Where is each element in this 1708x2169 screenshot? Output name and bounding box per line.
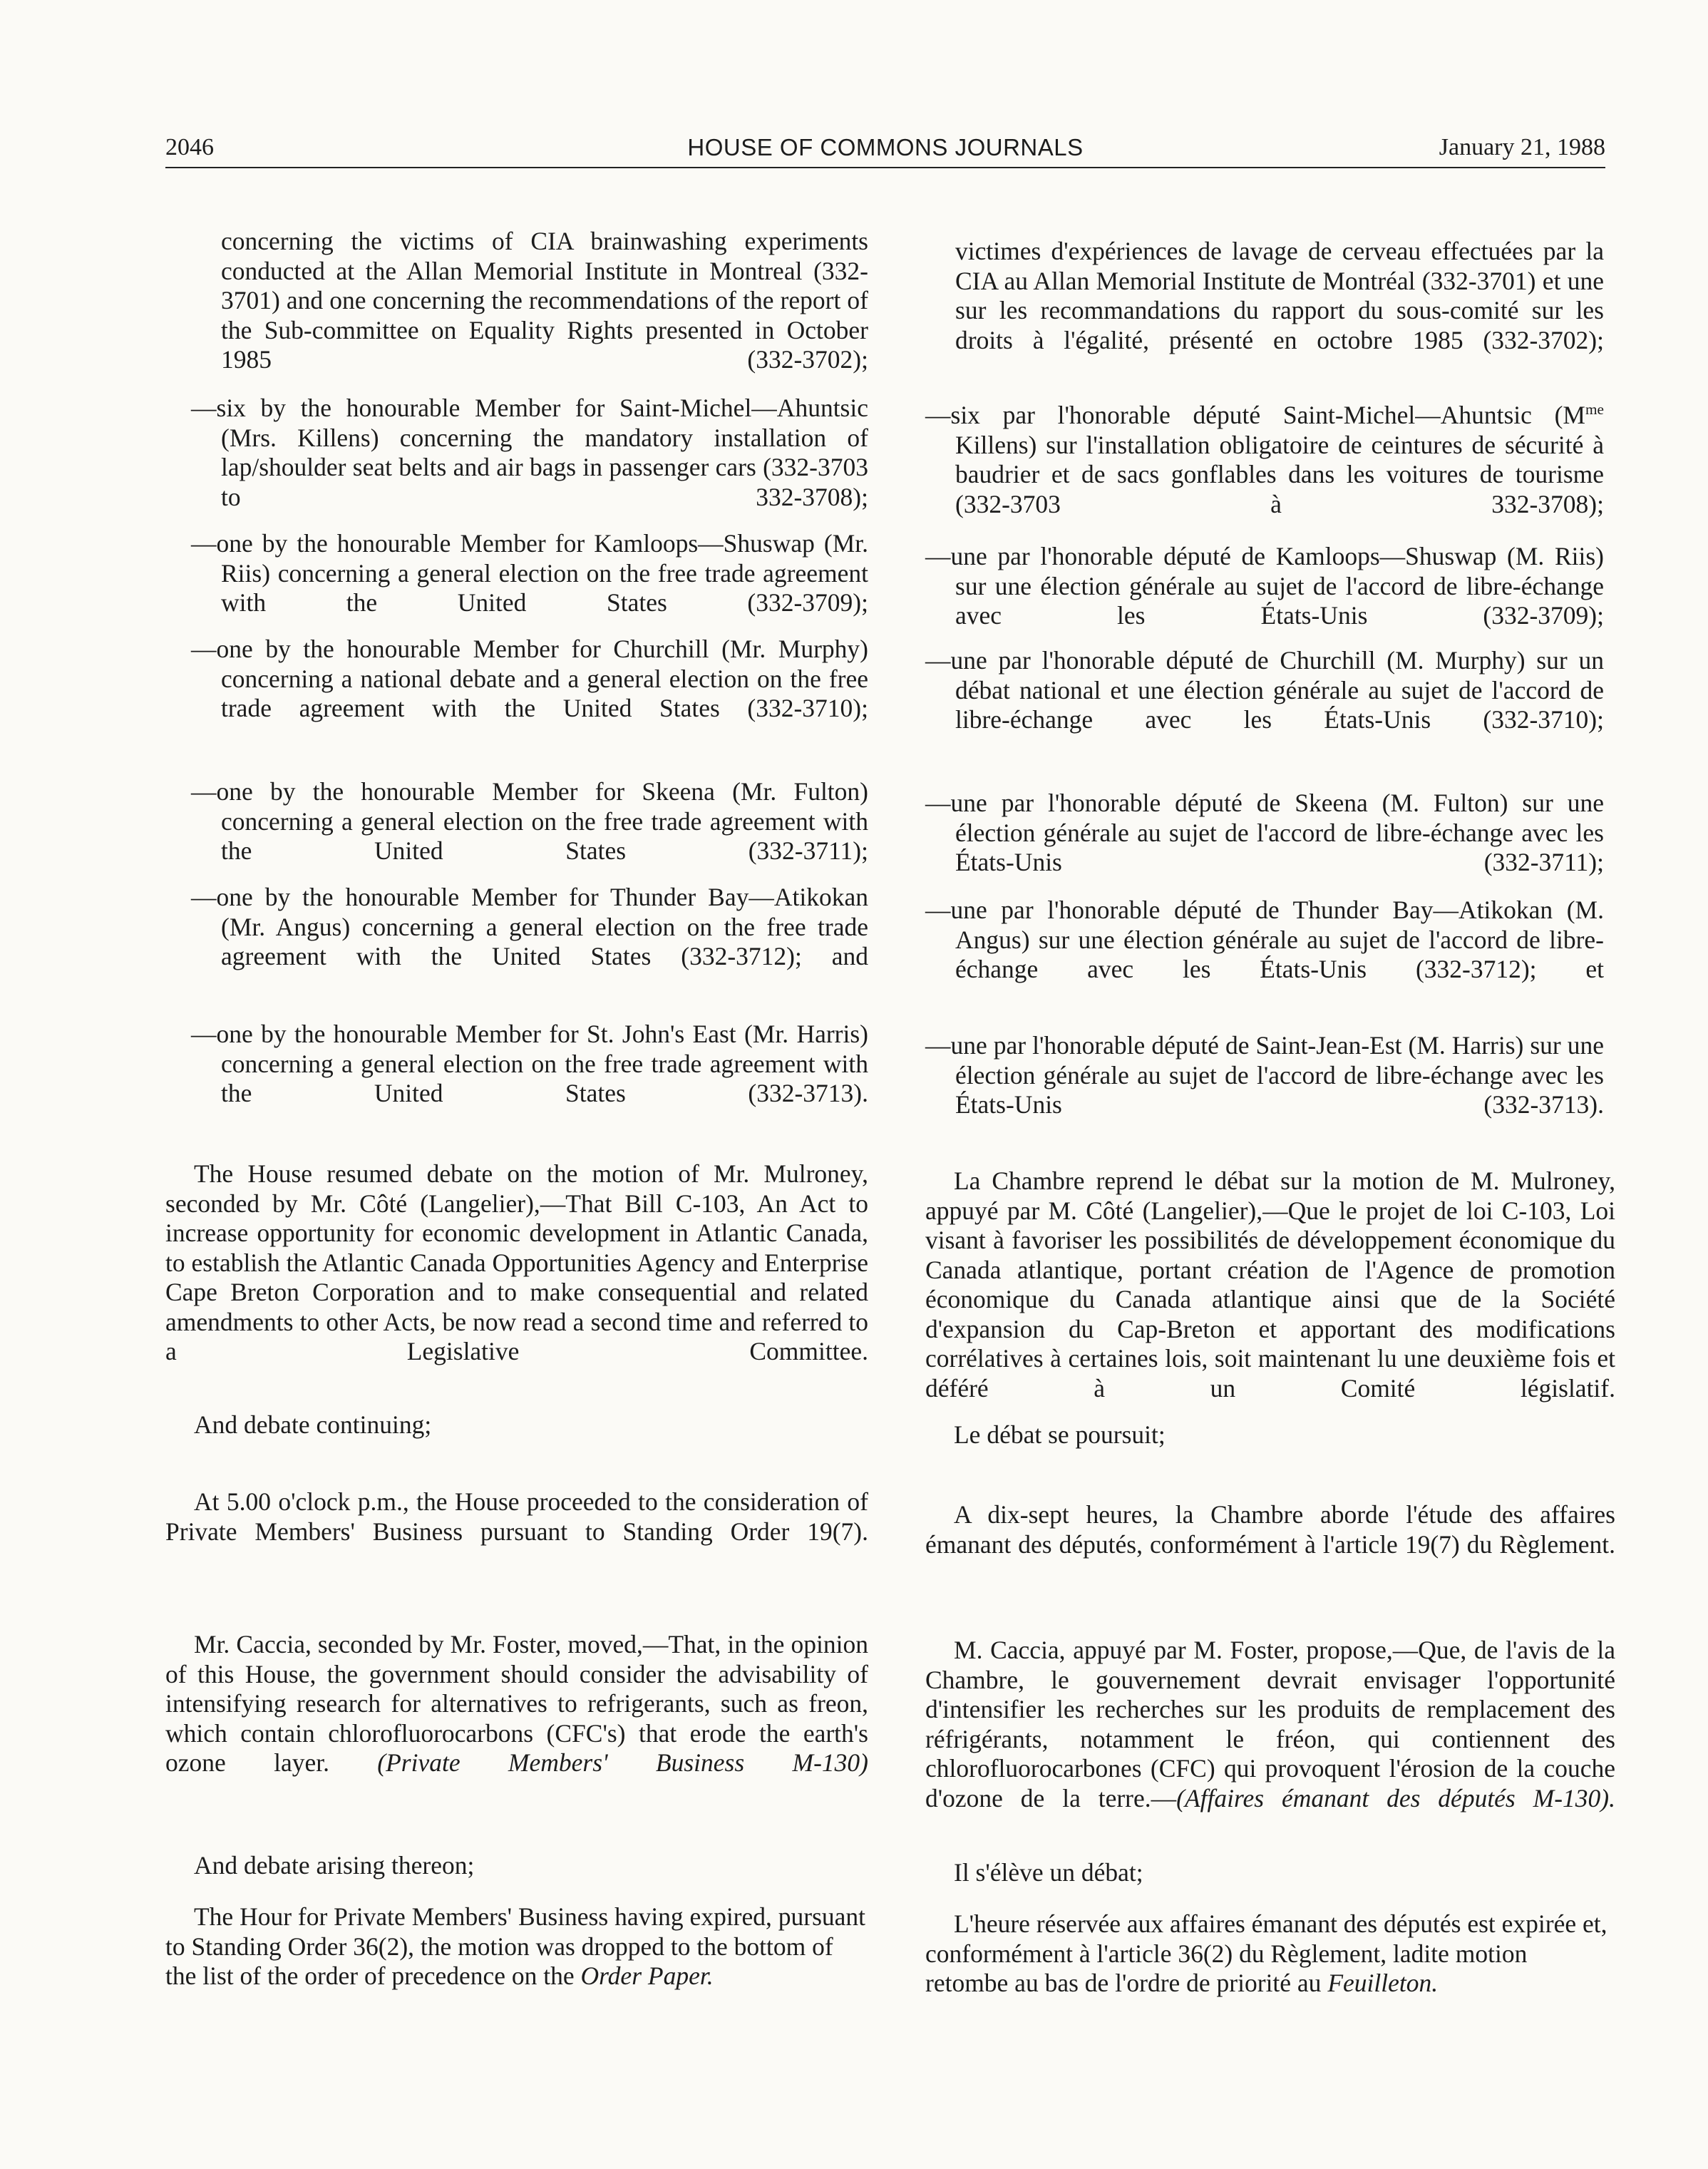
en-hour-text: The Hour for Private Members' Business having expired, pursuant to Standing Order 36(2), the motion was dropped to the bottom of the list of the order of precedence on the <box>165 1902 866 1990</box>
fr-petition-1b: Killens) sur l'installation obligatoire de ceintures de sécurité à baudrier et de sacs gonflables dans les voitures de tourisme (332-3703 à 332-3708); <box>955 430 1604 518</box>
fr-caccia-text: M. Caccia, appuyé par M. Foster, propose,—Que, de l'avis de la Chambre, le gouvernement devrait envisager l'opportunité d'intensifier les recherches sur les produits de remplacement des réfrigérants, notamment le fréon, qui contiennent des chlorofluorocarbones (CFC) qui provoquent l'érosion de la couche d'ozone de la terre.— <box>925 1636 1615 1812</box>
en-order-paper: Order Paper. <box>580 1962 714 1990</box>
fr-petition-1 <box>925 401 1604 549</box>
en-resumed-debate: The House resumed debate on the motion of Mr. Mulroney, seconded by Mr. Côté (Langelier),—That Bill C-103, An Act to increase opportunity for economic development in Atlantic Canada, to establish the Atlantic Canada Opportunities Agency and Enterprise Cape Breton Corporation and to make consequential and related amendments to other Acts, be now read a second time and referred to a Legislative Committee. <box>165 1159 868 1365</box>
en-debate-arising: And debate arising thereon; <box>194 1851 475 1880</box>
fr-petition-1-sup: me <box>1585 401 1604 419</box>
fr-debate-continuing: Le débat se poursuit; <box>954 1420 1166 1449</box>
fr-resumed-debate: La Chambre reprend le débat sur la motion de M. Mulroney, appuyé par M. Côté (Langelier),—Que le projet de loi C-103, Loi visant à favoriser les possibilités de développement économique du Canada atlantique, portant création de l'Agence de promotion économique du Canada atlantique ainsi que de la Société d'expansion du Cap-Breton et apportant des modifications corrélatives à certaines lois, soit maintenant lu une deuxième fois et déféré à un Comité législatif. <box>925 1166 1615 1403</box>
en-private-members: At 5.00 o'clock p.m., the House proceeded to the consideration of Private Members' Business pursuant to Standing Order 19(7). <box>165 1487 868 1546</box>
fr-caccia-ref: (Affaires émanant des députés M-130). <box>1176 1783 1615 1812</box>
en-petition-3: —one by the honourable Member for Churchill (Mr. Murphy) concerning a national debate and a general election on the free trade agreement with the United States (332-3710); <box>191 635 868 722</box>
en-caccia-text: Mr. Caccia, seconded by Mr. Foster, moved,—That, in the opinion of this House, the government should consider the advisability of intensifying research for alternatives to refrigerants, such as freon, which contain chlorofluorocarbons (CFC's) that erode the earth's ozone layer. <box>165 1630 868 1777</box>
en-petition-1: —six by the honourable Member for Saint-Michel—Ahuntsic (Mrs. Killens) concerning the mandatory installation of lap/shoulder seat belts and air bags in passenger cars (332-3703 to 332-3708); <box>191 394 868 511</box>
journal-title: HOUSE OF COMMONS JOURNALS <box>687 134 1084 160</box>
fr-petition-1a: —six par l'honorable député Saint-Michel—Ahuntsic (M <box>925 401 1585 429</box>
en-continuation: concerning the victims of CIA brainwashing experiments conducted at the Allan Memorial Institute in Montreal (332-3701) and one concerning the recommendations of the report of the Sub-committee on Equality Rights presented in October 1985 (332-3702); <box>221 227 868 374</box>
fr-petition-4: —une par l'honorable député de Skeena (M. Fulton) sur une élection générale au sujet de l'accord de libre-échange avec les États-Unis (332-3711); <box>925 789 1604 876</box>
fr-private-members: A dix-sept heures, la Chambre aborde l'étude des affaires émanant des députés, conformément à l'article 19(7) du Règlement. <box>925 1500 1615 1559</box>
fr-continuation: victimes d'expériences de lavage de cerveau effectuées par la CIA au Allan Memorial Institute de Montréal (332-3701) et une sur les recommandations du rapport du sous-comité sur les droits à l'égalité, présenté en octobre 1985 (332-3702); <box>955 237 1604 354</box>
fr-hour-expired <box>925 1909 1615 1999</box>
en-petition-6: —one by the honourable Member for St. John's East (Mr. Harris) concerning a general election on the free trade agreement with the United States (332-3713). <box>191 1020 868 1107</box>
header-rule <box>165 167 1605 168</box>
fr-hour-text: L'heure réservée aux affaires émanant des députés est expirée et, conformément à l'article 36(2) du Règlement, ladite motion retombe au bas de l'ordre de priorité au <box>925 1909 1607 1997</box>
en-petition-5: —one by the honourable Member for Thunder Bay—Atikokan (Mr. Angus) concerning a general election on the free trade agreement with the United States (332-3712); and <box>191 883 868 970</box>
en-caccia-motion <box>165 1630 868 1808</box>
fr-petition-2: —une par l'honorable député de Kamloops—Shuswap (M. Riis) sur une élection générale au sujet de l'accord de libre-échange avec les États-Unis (332-3709); <box>925 542 1604 630</box>
en-hour-expired <box>165 1902 868 1991</box>
fr-petition-3: —une par l'honorable député de Churchill (M. Murphy) sur un débat national et une élection générale au sujet de l'accord de libre-échange avec les États-Unis (332-3710); <box>925 646 1604 734</box>
en-debate-continuing: And debate continuing; <box>194 1410 432 1439</box>
fr-petition-5: —une par l'honorable député de Thunder Bay—Atikokan (M. Angus) sur une élection générale au sujet de l'accord de libre-échange avec les États-Unis (332-3712); et <box>925 896 1604 983</box>
fr-caccia-motion <box>925 1636 1615 1843</box>
fr-feuilleton: Feuilleton. <box>1327 1969 1439 1997</box>
fr-petition-6: —une par l'honorable député de Saint-Jean-Est (M. Harris) sur une élection générale au sujet de l'accord de libre-échange avec les États-Unis (332-3713). <box>925 1031 1604 1119</box>
en-petition-4: —one by the honourable Member for Skeena (Mr. Fulton) concerning a general election on the free trade agreement with the United States (332-3711); <box>191 777 868 865</box>
en-caccia-ref: (Private Members' Business M-130) <box>377 1748 868 1777</box>
page-number: 2046 <box>165 134 214 160</box>
page-header <box>165 134 1605 171</box>
fr-debate-arising: Il s'élève un débat; <box>954 1858 1143 1887</box>
en-petition-2: —one by the honourable Member for Kamloops—Shuswap (Mr. Riis) concerning a general election on the free trade agreement with the United States (332-3709); <box>191 529 868 617</box>
journal-date: January 21, 1988 <box>1439 134 1605 160</box>
